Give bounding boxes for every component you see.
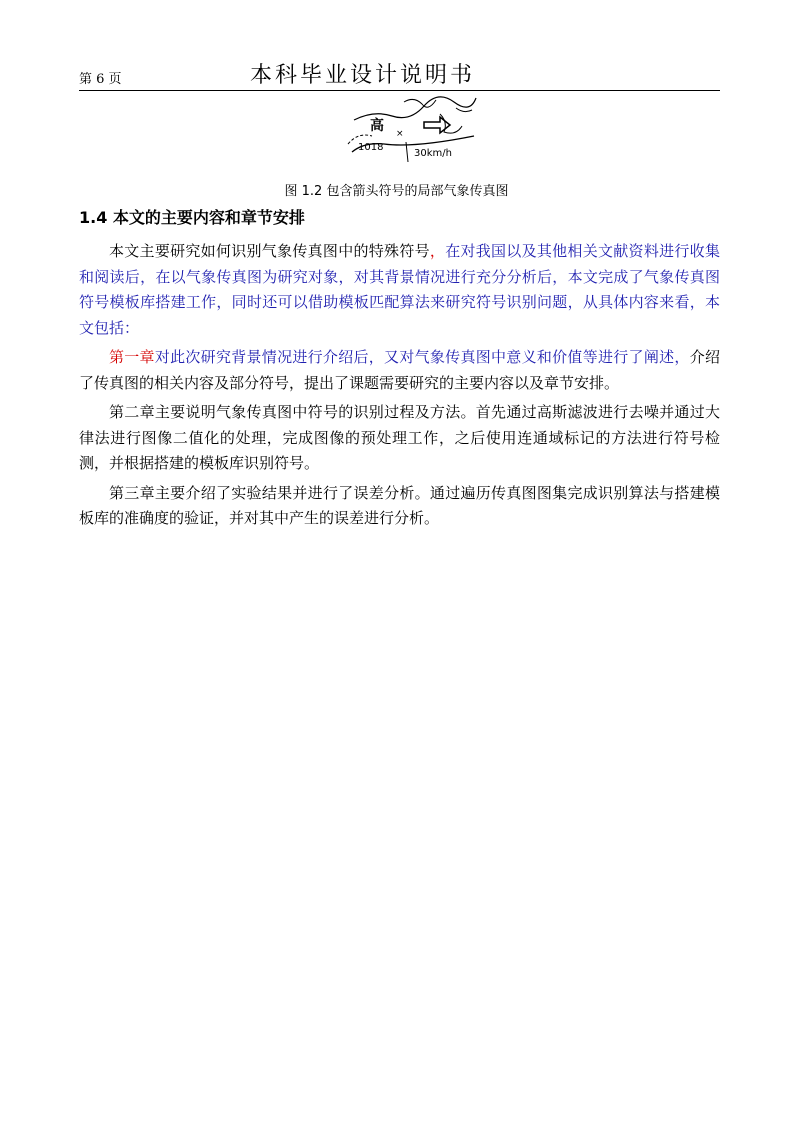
weather-fax-figure [344, 92, 480, 168]
page-number: 第 6 页 [79, 72, 122, 87]
paragraph-1 [79, 239, 720, 341]
high-pressure-label: 高 [370, 118, 384, 134]
paragraph-4: 第三章主要介绍了实验结果并进行了误差分析。通过遍历传真图图集完成识别算法与搭建模板库的准确度的验证，并对其中产生的误差进行分析。 [79, 483, 720, 527]
p2-blue-text: 对此次研究背景情况进行介绍后，又对气象传真图中意义和价值等进行了阐述， [154, 348, 690, 366]
paragraph-2 [79, 345, 720, 396]
p1-red-text: ， [429, 242, 446, 260]
paragraph-3: 第二章主要说明气象传真图中符号的识别过程及方法。首先通过高斯滤波进行去噪并通过大律法进行图像二值化的处理，完成图像的预处理工作，之后使用连通域标记的方法进行符号检测，并根据搭建的模板库识别符号。 [79, 403, 720, 472]
movement-arrow-icon [424, 117, 450, 133]
pressure-value: 1018 [358, 142, 384, 153]
p1-text: 本文主要研究如何识别气象传真图中的特殊符号 [109, 242, 430, 260]
document-title: 本科毕业设计说明书 [250, 63, 476, 88]
page-header [79, 58, 720, 91]
speed-value: 30km/h [414, 148, 452, 159]
p1-blue-text: 在对我国以及其他相关文献资料进行收集和阅读后，在以气象传真图为研究对象，对其背景情况进行充分分析后，本文完成了气象传真图符号模板库搭建工作，同时还可以借助模板匹配算法来研究符号识别问题，从具体内容来看，本文包括： [79, 242, 720, 337]
weather-fax-image [344, 92, 480, 168]
section-heading: 1.4 本文的主要内容和章节安排 [79, 208, 305, 227]
p2-text: 介绍了传真图的相关内容及部分符号，提出了课题需要研究的主要内容以及章节安排。 [79, 348, 720, 392]
body-text [79, 239, 720, 536]
p2-red-text: 第一章 [109, 348, 155, 366]
svg-text:×: × [396, 129, 404, 139]
figure-caption: 图 1.2 包含箭头符号的局部气象传真图 [284, 184, 509, 199]
